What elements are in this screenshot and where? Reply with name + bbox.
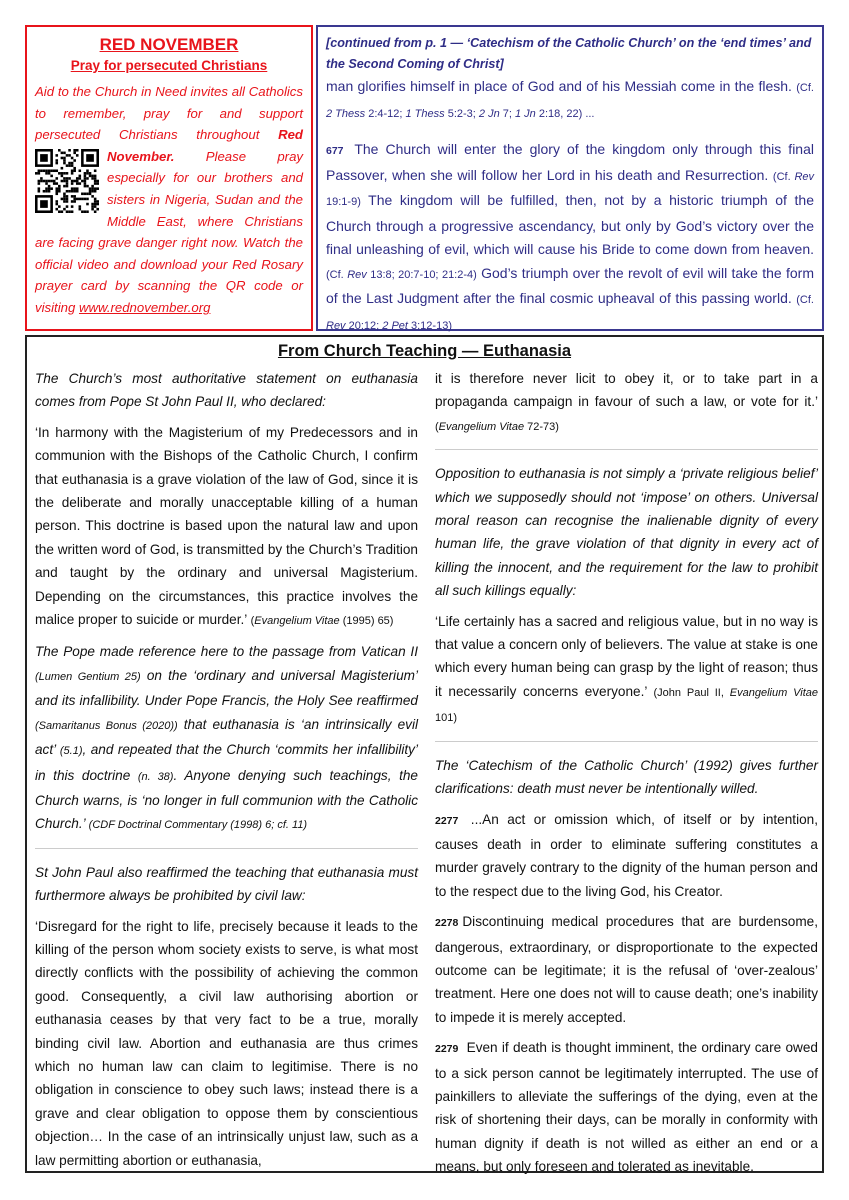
paragraph xyxy=(435,754,818,801)
text-run: Even if death is thought imminent, the ordinary care owed to a sick person cannot be legitimately interrupted. The use of painkillers to alleviate the sufferings of the dying, even at the risk of shortening their days, can be morally in conformity with human dignity if death is not willed as either an end or a means, but only foreseen and tolerated as inevitable. xyxy=(435,1040,818,1175)
citation: 19:1-9) xyxy=(326,196,361,208)
body-text: Aid to the Church in Need invites all Catholics to remember, pray for and support persecuted Christians throughout xyxy=(35,84,303,143)
citation: (Cf. xyxy=(326,268,348,281)
citation: Evangelium Vitae xyxy=(254,615,340,628)
church-teaching-section xyxy=(25,335,824,1173)
text-run: ‘In harmony with the Magisterium of my Predecessors and in communion with the Bishops of the Catholic Church, I confirm that euthanasia is a grave violation of the law of God, since it is the deliberate and morally unacceptable killing of a human person. This doctrine is based upon the natural law and upon the written word of God, is transmitted by the Church’s Tradition and taught by the ordinary and universal Magisterium. Depending on the circumstances, this practice involves the malice proper to suicide or murder.’ xyxy=(35,424,418,628)
citation: (John Paul II, xyxy=(653,686,730,699)
citation: 1 Thess xyxy=(405,107,445,120)
continued-header: [continued from p. 1 — ‘Catechism of the Catholic Church’ on the ‘end times’ and the Second Coming of Christ] xyxy=(326,36,812,71)
text-run: that euthanasia is ‘an intrinsically evil act’ xyxy=(35,716,418,758)
text-run: on the ‘ordinary and universal Magisterium’ and its infallibility. Under Pope Francis, the Holy See reaffirmed xyxy=(35,667,418,709)
text-run: Discontinuing medical procedures that are burdensome, dangerous, extraordinary, or disproportionate to the expected outcome can be legitimate; it is the refusal of ‘over-zealous’ treatment. Here one does not will to cause death; one’s inability to impede it is merely accepted. xyxy=(435,914,818,1025)
citation: (CDF Doctrinal Commentary (1998) 6; cf. 11) xyxy=(88,819,308,832)
citation: Evangelium Vitae xyxy=(438,420,525,433)
citation: (Cf. xyxy=(796,82,814,94)
text-run: Opposition to euthanasia is not simply a ‘private religious belief’ which we supposedly should not ‘impose’ on others. Universal moral reason can recognise the inalienable dignity of every human life, the grave violation of that dignity in every act of killing the innocent, and the requirement for the law to prohibit all such killings equally: xyxy=(435,466,818,599)
paragraph xyxy=(435,610,818,731)
citation: 3:12-13) xyxy=(407,319,452,332)
text-run: it is therefore never licit to obey it, or to take part in a propaganda campaign in favour of such a law, or vote for it.’ xyxy=(435,371,818,410)
rednovember-link[interactable]: www.rednovember.org xyxy=(78,299,211,315)
citation: Rev xyxy=(794,170,814,183)
citation: 2 Pet xyxy=(382,319,408,332)
right-column xyxy=(435,367,818,1186)
citation: 2:4-12; xyxy=(365,107,406,120)
citation: ( xyxy=(250,615,255,628)
text-run: St John Paul also reaffirmed the teaching that euthanasia must furthermore always be prohibited by civil law: xyxy=(35,864,418,904)
paragraph xyxy=(435,367,818,439)
citation: 7; xyxy=(499,107,515,120)
citation: 2:18, 22) ... xyxy=(535,107,595,120)
paragraph-number: 2279 xyxy=(435,1043,459,1056)
paragraph-number: 2278 xyxy=(435,917,459,930)
section-title: From Church Teaching — Euthanasia xyxy=(277,342,572,360)
text-run: The ‘Catechism of the Catholic Church’ (1992) gives further clarifications: death must never be intentionally willed. xyxy=(435,757,818,797)
body-bold: Red November. xyxy=(107,127,303,164)
citation: 13:8; 20:7-10; 21:2-4) xyxy=(366,268,477,281)
citation: Rev xyxy=(326,319,346,332)
catechism-text xyxy=(326,75,814,338)
red-november-subtitle: Pray for persecuted Christians xyxy=(70,58,268,73)
text-run: ‘Disregard for the right to life, precisely because it leads to the killing of the person whom society exists to serve, is what most directly conflicts with the possibility of achieving the common good. Consequently, a civil law authorising abortion or euthanasia ceases by that very fact to be a true, morally binding civil law. Abortion and euthanasia are thus crimes which no human law can claim to legitimise. There is no obligation in conscience to obey such laws; instead there is a grave and clear obligation to oppose them by conscientious objection… In the case of an intrinsically unjust law, such as a law permitting abortion or euthanasia, xyxy=(35,918,418,1168)
citation: 5:2-3; xyxy=(444,107,479,120)
citation: ( xyxy=(435,420,439,433)
citation: (Lumen Gentium 25) xyxy=(35,670,141,683)
paragraph xyxy=(35,421,418,634)
text-run: , and repeated that the Church ‘commits her infallibility’ in this doctrine xyxy=(35,742,419,783)
paragraph xyxy=(326,138,814,338)
text-run: man glorifies himself in place of God and of his Messiah come in the flesh. xyxy=(326,78,797,94)
citation: 2 Thess xyxy=(326,107,366,120)
citation: (Cf. xyxy=(772,170,795,183)
text-run: God’s triumph over the revolt of evil will take the form of the Last Judgment after the final cosmic upheaval of this passing world. xyxy=(326,264,814,306)
citation: Evangelium Vitae xyxy=(729,686,819,699)
paragraph xyxy=(435,910,818,1029)
text-run: The Church’s most authoritative statement on euthanasia comes from Pope St John Paul II, who declared: xyxy=(35,371,418,410)
paragraph xyxy=(35,640,418,837)
catechism-continued-box xyxy=(316,25,824,331)
qr-code-icon[interactable] xyxy=(35,149,99,213)
citation: (1995) 65) xyxy=(339,615,394,628)
divider xyxy=(435,741,818,742)
citation: Rev xyxy=(347,268,367,281)
text-run: The Church will enter the glory of the kingdom only through this final Passover, when she will follow her Lord in his death and Resurrection. xyxy=(326,141,814,183)
text-run: ‘Life certainly has a sacred and religious value, but in no way is that value a concern only of believers. The value at stake is one which every human being can grasp by the light of reason; thus it necessarily concerns everyone.’ xyxy=(435,613,818,699)
citation: 20:12; xyxy=(345,319,383,332)
citation: (5.1) xyxy=(59,745,83,758)
text-run: The Pope made reference here to the passage from Vatican II xyxy=(35,644,418,660)
red-november-title: RED NOVEMBER xyxy=(99,35,239,54)
citation: 1 Jn xyxy=(514,107,536,120)
paragraph xyxy=(35,861,418,908)
text-run: . Anyone denying such teachings, the Church warns, is ‘no longer in full communion with the Catholic Church.’ xyxy=(35,767,418,832)
paragraph xyxy=(326,75,814,126)
paragraph xyxy=(35,915,418,1172)
paragraph-number: 2277 xyxy=(435,814,459,827)
text-run: The kingdom will be fulfilled, then, not by a historic triumph of the Church through a progressive ascendancy, but only by God’s victory over the final unleashing of evil, which will cause his Bride to come down from heaven. xyxy=(326,192,814,257)
divider xyxy=(435,449,818,450)
paragraph xyxy=(435,1036,818,1178)
paragraph-number: 677 xyxy=(326,145,344,157)
paragraph xyxy=(435,462,818,602)
text-run: ...An act or omission which, of itself or by intention, causes death in order to eliminate suffering constitutes a murder gravely contrary to the dignity of the human person and to the respect due to the living God, his Creator. xyxy=(435,811,818,899)
paragraph xyxy=(35,367,418,414)
red-november-body xyxy=(35,81,303,319)
citation: (Samaritanus Bonus (2020)) xyxy=(35,719,178,732)
citation: 72-73) xyxy=(524,420,559,433)
citation: (n. 38) xyxy=(137,770,174,783)
divider xyxy=(35,848,418,849)
red-november-box xyxy=(25,25,313,331)
citation: (Cf. xyxy=(796,294,814,306)
citation: 2 Jn xyxy=(478,107,500,120)
body-text: Please pray especially for our brothers and sisters in Nigeria, Sudan and the Middle East, where Christians are facing grave danger right now. Watch the official video and download your Red Rosary prayer card by scanning the QR code or visiting xyxy=(35,148,303,315)
citation: 101) xyxy=(435,712,458,725)
paragraph xyxy=(435,808,818,904)
left-column xyxy=(35,367,418,1179)
